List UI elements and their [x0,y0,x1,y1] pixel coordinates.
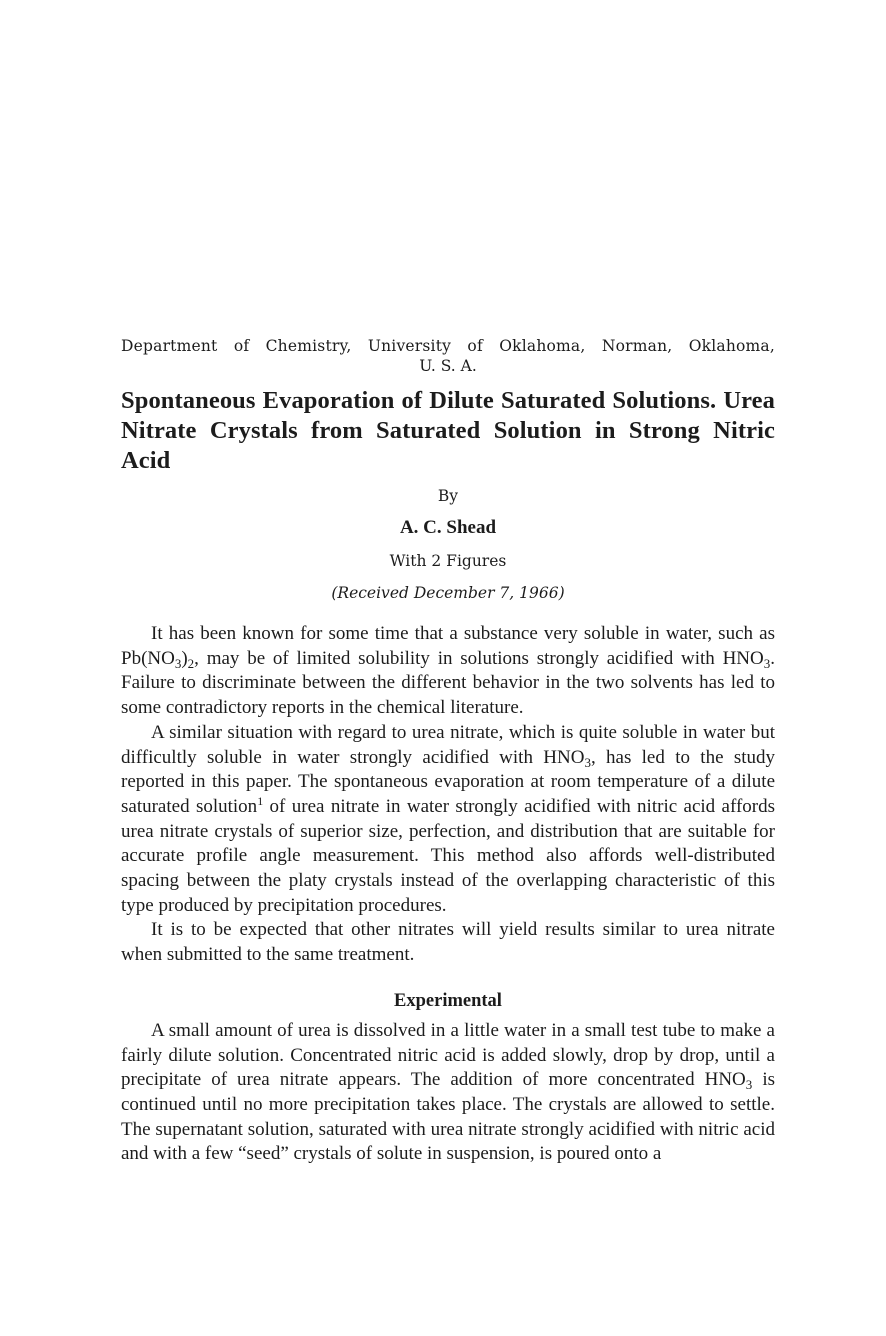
received-date: (Received December 7, 1966) [331,584,565,602]
byline-by: By [437,487,459,505]
affiliation: Department of Chemistry, University of Oklahoma, Norman, Oklahoma, [121,337,775,355]
figure-count-note: With 2 Figures [389,552,507,570]
article-page [121,336,775,1167]
paragraph-intro: It has been known for some time that a substance very soluble in water, such as $Pb(NO_3)_2$, may be of limited solubility in solutions strongly acidified with $HNO_3$. Failure to discriminate between the different behavior in the two solvents has led to some contradictory reports in the chemical literature. [121,623,775,719]
affiliation-country: U. S. A. [419,357,477,375]
paragraph-experimental: A small amount of urea is dissolved in a little water in a small test tube to make a fairly dilute solution. Concentrated nitric acid is added slowly, drop by drop, until a precipitate of urea nitrate appears. The addition of more concentrated $HNO_3$ is continued until no more precipitation takes place. The crystals are allowed to settle. The supernatant solution, saturated with urea nitrate strongly acidified with nitric acid and with a few “seed” crystals of solute in suspension, is poured onto a [121,1019,775,1165]
article-title [121,386,775,476]
author-name: A. C. Shead [399,517,497,538]
subscript: 3 [584,754,591,770]
subscript: 3 [174,655,182,671]
paragraph-urea-nitrate: A similar situation with regard to urea nitrate, which is quite soluble in water but difficultly soluble in water strongly acidified with $HNO_3$, has led to the study reported in this paper. The spontaneous evaporation at room temperature of a dilute saturated solution$^1$ of urea nitrate in water strongly acidified with nitric acid affords urea nitrate crystals of superior size, perfection, and distribution that are suitable for accurate profile angle measurement. This method also affords well-distributed spacing between the platy crystals instead of the overlapping characteristic of this type produced by precipitation procedures. [121,721,776,916]
article-title-line-2: Nitrate Crystals from Saturated Solution in Strong Nitric Acid [121,417,775,474]
section-heading-experimental: Experimental [394,990,502,1011]
subscript: 3 [745,1077,753,1093]
paragraph-expectation: It is to be expected that other nitrates will yield results similar to urea nitrate when submitted to the same treatment. [121,919,775,966]
subscript: 3 [763,655,771,671]
footnote-marker: 1 [257,793,264,808]
article-title-line-1: Spontaneous Evaporation of Dilute Saturated Solutions. Urea [121,387,775,414]
subscript: 2 [187,655,195,671]
